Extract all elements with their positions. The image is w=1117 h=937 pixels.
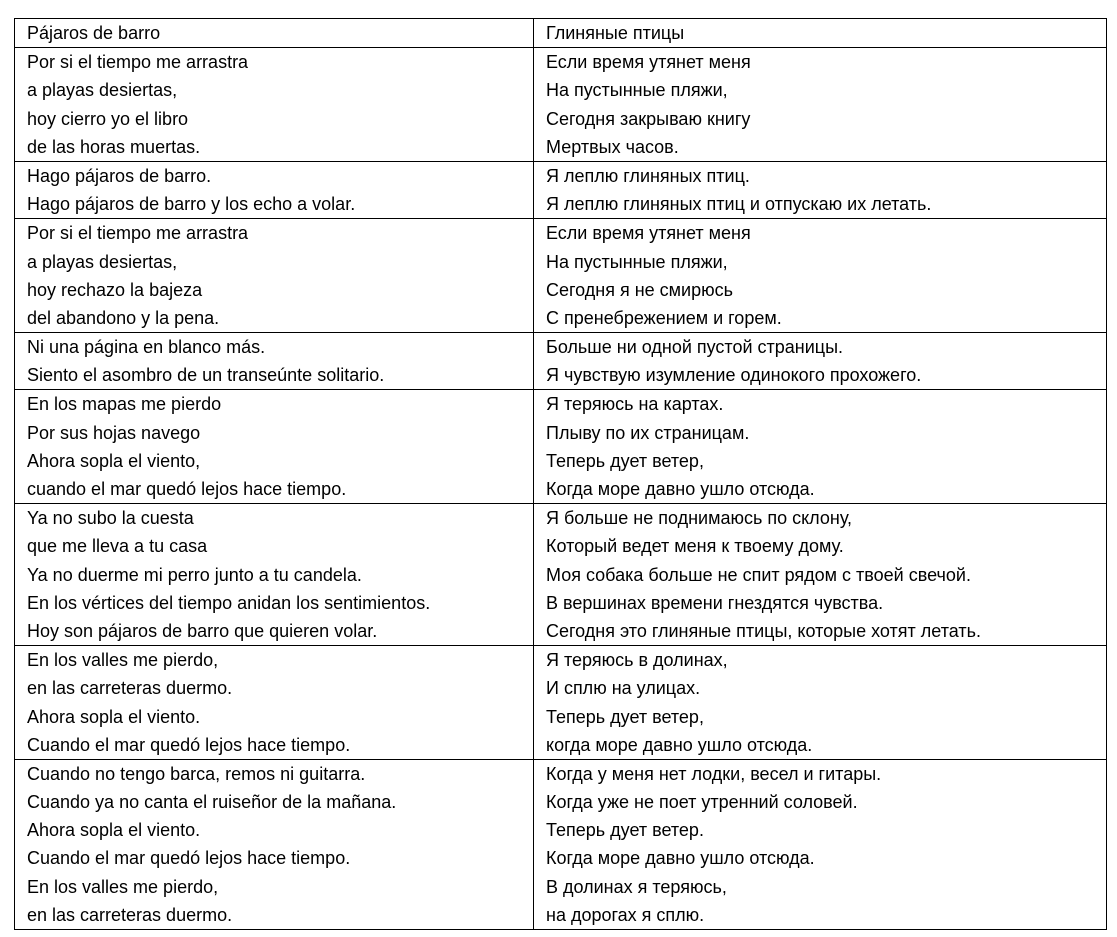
- russian-verse-line: Теперь дует ветер,: [546, 450, 704, 471]
- russian-title: Глиняные птицы: [546, 23, 685, 43]
- spanish-verse-line: En los valles me pierdo,: [27, 876, 219, 897]
- document-page: [14, 18, 1107, 930]
- russian-verse-line: Сегодня я не смирюсь: [546, 279, 734, 300]
- spanish-stanza-cell: [15, 646, 534, 760]
- table-row: [15, 161, 1107, 218]
- poem-table-body: [15, 19, 1107, 930]
- spanish-stanza-cell: [15, 504, 534, 646]
- spanish-verse-line: Hago pájaros de barro y los echo a volar.: [27, 194, 356, 215]
- spanish-verse-line: Hoy son pájaros de barro que quieren volar.: [27, 620, 378, 641]
- russian-verse-line: И сплю на улицах.: [546, 678, 701, 699]
- russian-stanza-cell: [534, 161, 1107, 218]
- table-row: [15, 390, 1107, 504]
- russian-verse-line: Когда уже не поет утренний соловей.: [546, 792, 858, 813]
- russian-verse-line: Когда море давно ушло отсюда.: [546, 479, 815, 499]
- spanish-verse-line: Por si el tiempo me arrastra: [27, 52, 249, 73]
- russian-verse-line: На пустынные пляжи,: [546, 251, 728, 272]
- russian-stanza-cell: [534, 333, 1107, 390]
- russian-verse-line: Плыву по их страницам.: [546, 422, 750, 443]
- spanish-verse-line: Cuando el mar quedó lejos hace tiempo.: [27, 848, 351, 869]
- bilingual-poem-table: [14, 18, 1107, 930]
- russian-stanza-cell: [534, 646, 1107, 760]
- russian-verse-line: С пренебрежением и горем.: [546, 307, 782, 328]
- russian-verse-line: В долинах я теряюсь,: [546, 876, 727, 897]
- spanish-verse-line: Ahora sopla el viento.: [27, 706, 201, 727]
- spanish-stanza-cell: [15, 333, 534, 390]
- spanish-verse-line: en las carreteras duermo.: [27, 904, 233, 925]
- russian-verse-line: Я теряюсь в долинах,: [546, 650, 728, 671]
- russian-verse-line: Мертвых часов.: [546, 136, 679, 157]
- spanish-verse-line: En los mapas me pierdo: [27, 394, 222, 415]
- russian-verse-line: В вершинах времени гнездятся чувства.: [546, 592, 884, 613]
- spanish-title: Pájaros de barro: [27, 23, 161, 43]
- spanish-stanza-cell: [15, 48, 534, 162]
- spanish-verse-line: que me lleva a tu casa: [27, 536, 208, 557]
- russian-stanza-cell: [534, 219, 1107, 333]
- russian-verse-line: Когда море давно ушло отсюда.: [546, 848, 815, 869]
- russian-verse-line: На пустынные пляжи,: [546, 80, 728, 101]
- spanish-verse-line: Ahora sopla el viento.: [27, 820, 201, 841]
- table-header-row: [15, 19, 1107, 48]
- russian-verse-line: Теперь дует ветер,: [546, 706, 704, 727]
- russian-verse-line: Я теряюсь на картах.: [546, 394, 724, 415]
- russian-verse-line: Сегодня закрываю книгу: [546, 108, 751, 129]
- spanish-verse-line: En los valles me pierdo,: [27, 650, 219, 671]
- russian-verse-line: Теперь дует ветер.: [546, 820, 704, 841]
- table-row: [15, 333, 1107, 390]
- spanish-title-cell: [15, 19, 534, 48]
- spanish-verse-line: hoy rechazo la bajeza: [27, 279, 203, 300]
- spanish-verse-line: cuando el mar quedó lejos hace tiempo.: [27, 479, 347, 499]
- spanish-verse-line: a playas desiertas,: [27, 251, 178, 272]
- table-row: [15, 219, 1107, 333]
- russian-stanza-cell: [534, 504, 1107, 646]
- spanish-verse-line: Ni una página en blanco más.: [27, 337, 266, 358]
- spanish-verse-line: Por si el tiempo me arrastra: [27, 223, 249, 244]
- russian-verse-line: Если время утянет меня: [546, 52, 751, 73]
- russian-verse-line: Если время утянет меня: [546, 223, 751, 244]
- spanish-verse-line: en las carreteras duermo.: [27, 678, 233, 699]
- russian-verse-line: Я чувствую изумление одинокого прохожего.: [546, 365, 922, 386]
- russian-verse-line: Больше ни одной пустой страницы.: [546, 337, 844, 358]
- russian-stanza-cell: [534, 390, 1107, 504]
- spanish-verse-line: Hago pájaros de barro.: [27, 165, 212, 186]
- spanish-verse-line: Cuando el mar quedó lejos hace tiempo.: [27, 734, 351, 755]
- spanish-verse-line: hoy cierro yo el libro: [27, 108, 189, 129]
- russian-verse-line: Моя собака больше не спит рядом с твоей свечой.: [546, 564, 971, 585]
- russian-verse-line: на дорогах я сплю.: [546, 904, 705, 925]
- spanish-stanza-cell: [15, 759, 534, 929]
- spanish-verse-line: Cuando ya no canta el ruiseñor de la mañana.: [27, 792, 397, 813]
- spanish-verse-line: a playas desiertas,: [27, 80, 178, 101]
- russian-verse-line: Я леплю глиняных птиц и отпускаю их летать.: [546, 194, 932, 215]
- russian-stanza-cell: [534, 48, 1107, 162]
- russian-verse-line: когда море давно ушло отсюда.: [546, 734, 813, 755]
- table-row: [15, 48, 1107, 162]
- spanish-verse-line: Ya no duerme mi perro junto a tu candela.: [27, 564, 362, 585]
- spanish-verse-line: de las horas muertas.: [27, 136, 201, 157]
- spanish-verse-line: Cuando no tengo barca, remos ni guitarra.: [27, 763, 366, 784]
- russian-title-cell: [534, 19, 1107, 48]
- russian-verse-line: Я леплю глиняных птиц.: [546, 165, 750, 186]
- russian-verse-line: Я больше не поднимаюсь по склону,: [546, 508, 853, 529]
- russian-verse-line: Когда у меня нет лодки, весел и гитары.: [546, 763, 882, 784]
- table-row: [15, 759, 1107, 929]
- russian-verse-line: Который ведет меня к твоему дому.: [546, 536, 844, 557]
- russian-stanza-cell: [534, 759, 1107, 929]
- russian-verse-line: Сегодня это глиняные птицы, которые хотят летать.: [546, 620, 981, 641]
- spanish-stanza-cell: [15, 219, 534, 333]
- spanish-verse-line: Ya no subo la cuesta: [27, 508, 194, 529]
- spanish-verse-line: Por sus hojas navego: [27, 422, 201, 443]
- spanish-stanza-cell: [15, 390, 534, 504]
- spanish-stanza-cell: [15, 161, 534, 218]
- spanish-verse-line: En los vértices del tiempo anidan los sentimientos.: [27, 592, 431, 613]
- spanish-verse-line: del abandono y la pena.: [27, 307, 220, 328]
- table-row: [15, 504, 1107, 646]
- spanish-verse-line: Siento el asombro de un transeúnte solitario.: [27, 365, 385, 386]
- spanish-verse-line: Ahora sopla el viento,: [27, 450, 201, 471]
- table-row: [15, 646, 1107, 760]
